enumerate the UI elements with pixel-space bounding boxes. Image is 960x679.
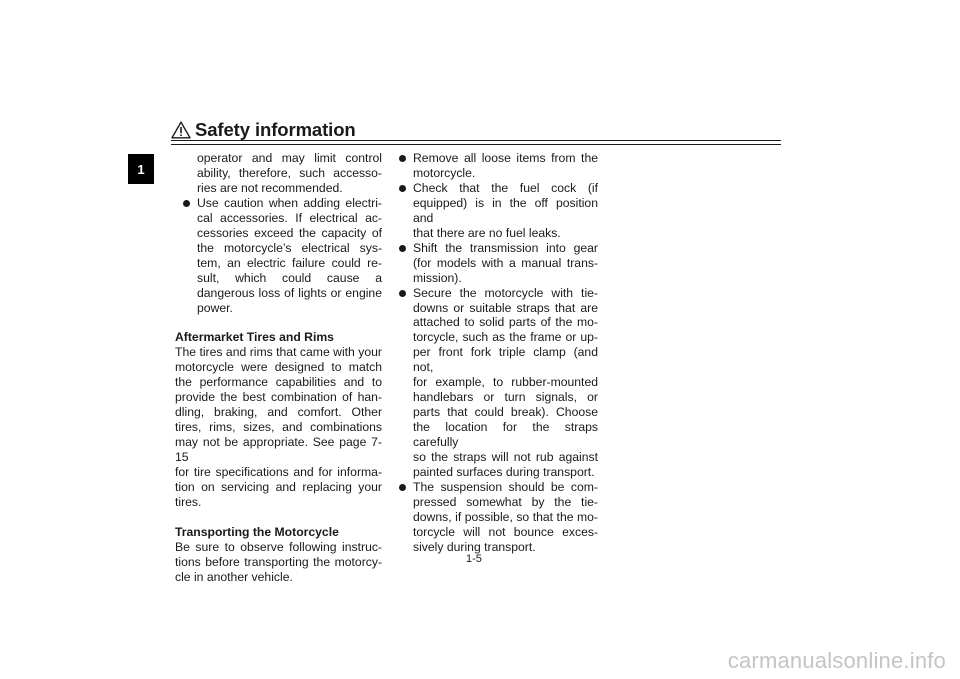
text-line: pressed somewhat by the tie- (413, 494, 598, 509)
text-line: sult, which could cause a (197, 270, 382, 285)
text-line: so the straps will not rub against (413, 450, 598, 465)
section-heading-tires: Aftermarket Tires and Rims (175, 330, 334, 345)
text-line: Use caution when adding electri- (197, 195, 382, 210)
bullet-text (413, 241, 598, 286)
text-line: dling, braking, and comfort. Other (175, 405, 382, 420)
text-line: tires. (175, 494, 202, 509)
bullet-item (391, 181, 598, 241)
text-line: operator and may limit control (197, 151, 382, 165)
text-line: tions before transporting the motorcy- (175, 554, 382, 569)
bullet-text (413, 151, 598, 181)
header-rule-thick (171, 140, 781, 141)
paragraph-transport (175, 540, 382, 585)
text-line: Be sure to observe following instruc- (175, 539, 382, 554)
left-column (175, 151, 382, 585)
bullet-dot-icon (183, 200, 190, 207)
text-line: provide the best combination of han- (175, 390, 382, 405)
text-line: for example, to rubber-mounted (413, 375, 598, 390)
text-line: tem, an electric failure could re- (197, 255, 382, 270)
text-line: downs, if possible, so that the mo- (413, 509, 598, 524)
bullet-text (413, 480, 598, 555)
text-line: cal accessories. If electrical ac- (197, 210, 382, 225)
page-number: 1-5 (466, 553, 482, 565)
text-line: may not be appropriate. See page 7-15 (175, 435, 382, 465)
bullet-text (197, 196, 382, 316)
warning-triangle-icon (171, 121, 191, 139)
text-line: motorcycle were designed to match (175, 360, 382, 375)
bullet-dot-icon (399, 155, 406, 162)
text-line: handlebars or turn signals, or (413, 390, 598, 405)
text-line: ability, therefore, such accesso- (197, 165, 382, 180)
continued-text (175, 151, 382, 196)
text-line: tion on servicing and replacing your (175, 479, 382, 494)
text-line: attached to solid parts of the mo- (413, 315, 598, 330)
text-line: Remove all loose items from the (413, 151, 598, 165)
text-line: The suspension should be com- (413, 479, 598, 494)
text-line: that there are no fuel leaks. (413, 225, 561, 240)
bullet-item (391, 151, 598, 181)
bullet-text (413, 286, 598, 480)
text-line: downs or suitable straps that are (413, 300, 598, 315)
text-line: per front fork triple clamp (and not, (413, 345, 598, 375)
text-line: cessories exceed the capacity of (197, 225, 382, 240)
bullet-item (391, 480, 598, 555)
bullet-text (413, 181, 598, 241)
paragraph-tires (175, 345, 382, 509)
text-line: equipped) is in the off position and (413, 195, 598, 225)
text-line: the motorcycle’s electrical sys- (197, 240, 382, 255)
text-line: mission). (413, 270, 462, 285)
text-line: torcycle, such as the frame or up- (413, 330, 598, 345)
text-line: the location for the straps carefully (413, 420, 598, 450)
text-line: cle in another vehicle. (175, 569, 293, 584)
header-rule-thin (171, 144, 781, 145)
text-line: dangerous loss of lights or engine (197, 285, 382, 300)
text-line: torcycle will not bounce exces- (413, 524, 598, 539)
text-line: painted surfaces during transport. (413, 465, 595, 480)
text-line: power. (197, 300, 233, 315)
text-line: tires, rims, sizes, and combinations (175, 420, 382, 435)
text-line: motorcycle. (413, 165, 476, 180)
text-line: Secure the motorcycle with tie- (413, 285, 598, 300)
text-line: Shift the transmission into gear (413, 240, 598, 255)
text-line: the performance capabilities and to (175, 375, 382, 390)
text-line: (for models with a manual trans- (413, 255, 598, 270)
text-line: sively during transport. (413, 539, 536, 554)
bullet-dot-icon (399, 245, 406, 252)
right-column (391, 151, 598, 555)
bullet-dot-icon (399, 185, 406, 192)
bullet-item (391, 286, 598, 480)
chapter-tab: 1 (128, 154, 154, 184)
page-title: Safety information (195, 119, 356, 140)
text-line: for tire specifications and for informa- (175, 465, 382, 479)
section-heading-transport: Transporting the Motorcycle (175, 524, 339, 539)
bullet-item (391, 241, 598, 286)
text-line: Check that the fuel cock (if (413, 180, 598, 195)
watermark: carmanualsonline.info (727, 648, 946, 673)
bullet-item (175, 196, 382, 316)
bullet-dot-icon (399, 290, 406, 297)
bullet-dot-icon (399, 484, 406, 491)
text-line: parts that could break). Choose (413, 405, 598, 420)
text-line: The tires and rims that came with your (175, 345, 382, 360)
text-line: ries are not recommended. (197, 180, 343, 195)
